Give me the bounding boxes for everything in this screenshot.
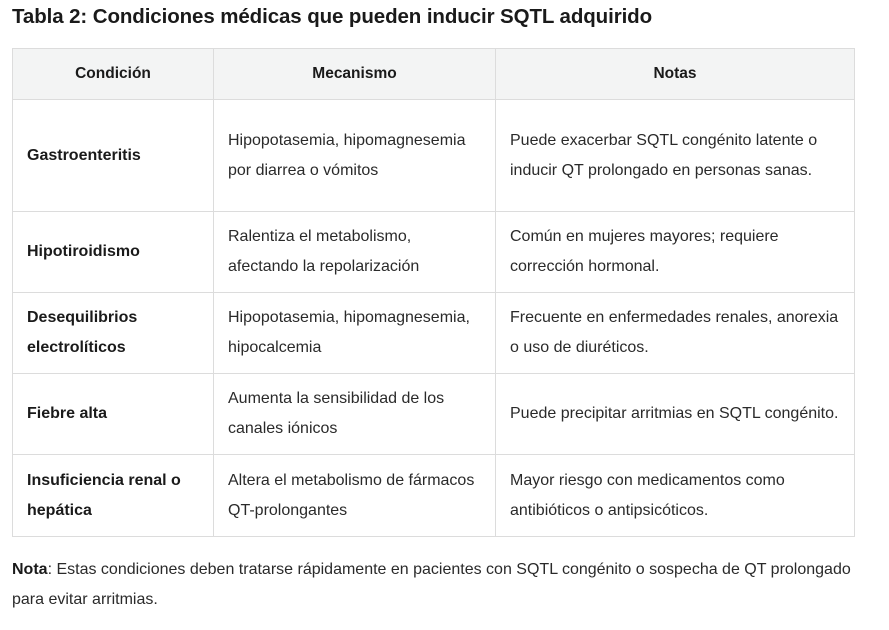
footnote-label: Nota xyxy=(12,561,48,578)
table-row xyxy=(13,293,855,374)
cell-mecanismo: Aumenta la sensibilidad de los canales iónicos xyxy=(214,374,496,455)
table-row xyxy=(13,100,855,212)
cell-condicion: Desequilibrios electrolíticos xyxy=(13,293,214,374)
cell-condicion: Fiebre alta xyxy=(13,374,214,455)
footnote xyxy=(12,555,862,615)
table-row xyxy=(13,374,855,455)
cell-notas: Frecuente en enfermedades renales, anorexia o uso de diuréticos. xyxy=(496,293,855,374)
cell-condicion: Insuficiencia renal o hepática xyxy=(13,455,214,537)
table-row xyxy=(13,455,855,537)
table-header-row xyxy=(13,49,855,100)
header-mecanismo: Mecanismo xyxy=(214,49,496,100)
conditions-table xyxy=(12,48,855,537)
cell-condicion: Hipotiroidismo xyxy=(13,212,214,293)
cell-mecanismo: Hipopotasemia, hipomagnesemia por diarrea o vómitos xyxy=(214,100,496,212)
cell-mecanismo: Altera el metabolismo de fármacos QT-prolongantes xyxy=(214,455,496,537)
cell-condicion: Gastroenteritis xyxy=(13,100,214,212)
cell-notas: Común en mujeres mayores; requiere corrección hormonal. xyxy=(496,212,855,293)
cell-mecanismo: Ralentiza el metabolismo, afectando la repolarización xyxy=(214,212,496,293)
cell-notas: Puede exacerbar SQTL congénito latente o inducir QT prolongado en personas sanas. xyxy=(496,100,855,212)
header-notas: Notas xyxy=(496,49,855,100)
header-condicion: Condición xyxy=(13,49,214,100)
cell-mecanismo: Hipopotasemia, hipomagnesemia, hipocalcemia xyxy=(214,293,496,374)
footnote-text: : Estas condiciones deben tratarse rápidamente en pacientes con SQTL congénito o sospecha de QT prolongado para evitar arritmias. xyxy=(12,561,851,608)
page-title: Tabla 2: Condiciones médicas que pueden inducir SQTL adquirido xyxy=(12,5,653,28)
cell-notas: Mayor riesgo con medicamentos como antibióticos o antipsicóticos. xyxy=(496,455,855,537)
cell-notas: Puede precipitar arritmias en SQTL congénito. xyxy=(496,374,855,455)
table-row xyxy=(13,212,855,293)
